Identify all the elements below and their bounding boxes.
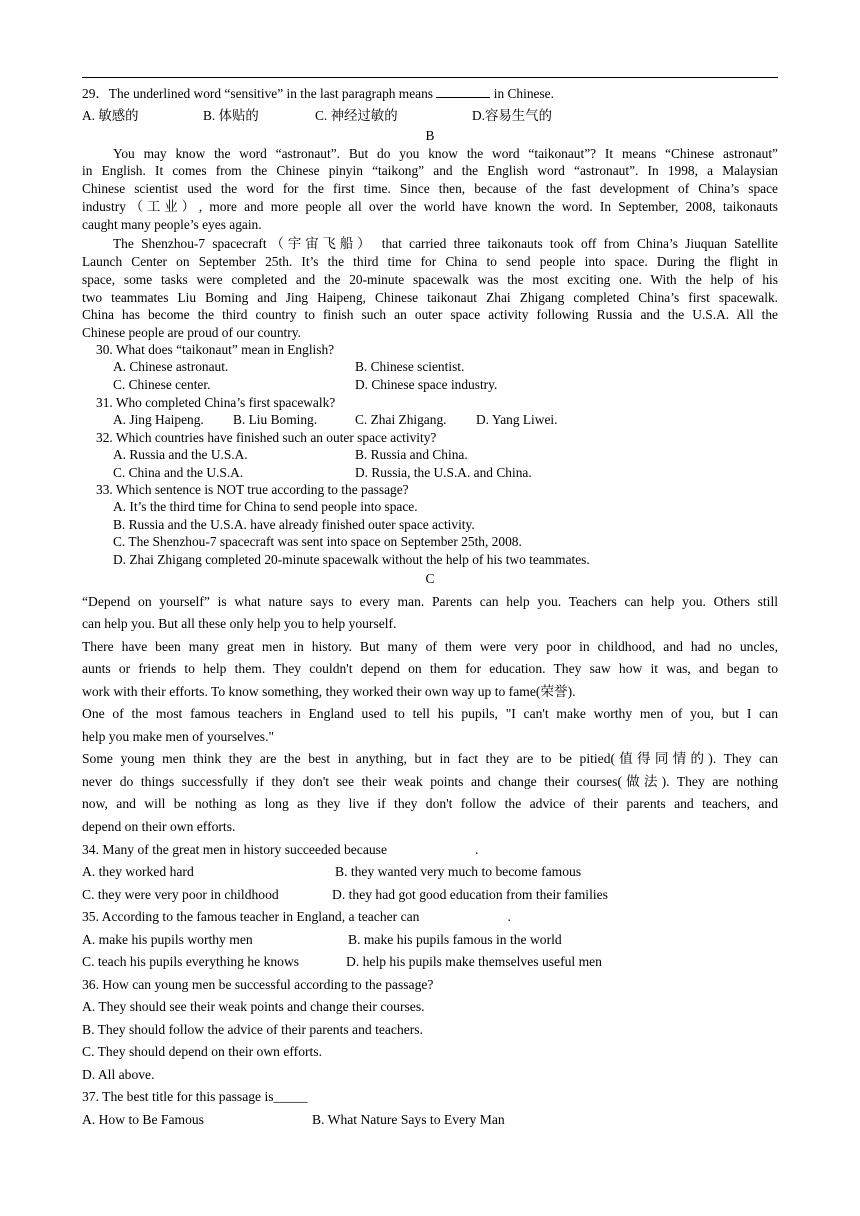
q34-option-b: B. they wanted very much to become famous <box>335 864 582 879</box>
question-33-stem: 33. Which sentence is NOT true according to the passage? <box>96 482 409 497</box>
top-rule <box>82 77 778 78</box>
q32-option-b: B. Russia and China. <box>355 447 468 462</box>
b-p2-line: Chinese people are proud of our country. <box>82 325 301 340</box>
q32-option-c: C. China and the U.S.A. <box>113 465 244 480</box>
q35-option-b: B. make his pupils famous in the world <box>348 932 562 947</box>
q34-option-a: A. they worked hard <box>82 864 194 879</box>
q33-option-a: A. It’s the third time for China to send people into space. <box>113 499 418 514</box>
q36-option-b: B. They should follow the advice of their parents and teachers. <box>82 1022 423 1037</box>
q32-option-a: A. Russia and the U.S.A. <box>113 447 248 462</box>
answer-blank <box>436 86 490 98</box>
c-p4-line: now, and will be nothing as long as they live if they don't follow the advice of their parents and teachers, and <box>82 796 778 811</box>
c-p3-line: One of the most famous teachers in England used to tell his pupils, "I can't make worthy men of you, but I can <box>82 706 778 721</box>
q29-option-c: C. 神经过敏的 <box>315 108 398 123</box>
q31-option-c: C. Zhai Zhigang. <box>355 412 447 427</box>
q35-option-a: A. make his pupils worthy men <box>82 932 253 947</box>
q29-option-a: A. 敏感的 <box>82 108 139 123</box>
q37-option-b: B. What Nature Says to Every Man <box>312 1112 505 1127</box>
b-p1-line: in English. It comes from the Chinese pinyin “taikong” and the English word “astronaut”. In 1998, a Malaysian <box>82 163 778 178</box>
b-p2-line: Launch Center on September 25th. It’s the third time for China to send people into space. During the flight in <box>82 254 778 269</box>
q32-option-d: D. Russia, the U.S.A. and China. <box>355 465 532 480</box>
c-p4-line: Some young men think they are the best in anything, but in fact they are to be pitied(值得同情的). They can <box>82 751 778 766</box>
section-c-heading: C <box>425 571 435 586</box>
q34-option-c: C. they were very poor in childhood <box>82 887 279 902</box>
question-30-stem: 30. What does “taikonaut” mean in English? <box>96 342 335 357</box>
c-p1-line: “Depend on yourself” is what nature says to every man. Parents can help you. Teachers can help you. Others still <box>82 594 778 609</box>
b-p1-line: Chinese scientist used the word for the first time. Since then, because of the fast development of China’s space <box>82 181 778 196</box>
q33-option-c: C. The Shenzhou-7 spacecraft was sent into space on September 25th, 2008. <box>113 534 522 549</box>
q29-option-b: B. 体贴的 <box>203 108 259 123</box>
q37-option-a: A. How to Be Famous <box>82 1112 204 1127</box>
q31-option-d: D. Yang Liwei. <box>476 412 558 427</box>
c-p1-line: can help you. But all these only help you to help yourself. <box>82 616 397 631</box>
q35-option-d: D. help his pupils make themselves useful men <box>346 954 602 969</box>
q36-option-c: C. They should depend on their own efforts. <box>82 1044 322 1059</box>
q33-option-d: D. Zhai Zhigang completed 20-minute spacewalk without the help of his two teammates. <box>113 552 590 567</box>
q36-option-a: A. They should see their weak points and change their courses. <box>82 999 425 1014</box>
question-37-stem: 37. The best title for this passage is_____ <box>82 1089 308 1104</box>
q36-option-d: D. All above. <box>82 1067 155 1082</box>
q35-option-c: C. teach his pupils everything he knows <box>82 954 300 969</box>
c-p4-line: depend on their own efforts. <box>82 819 236 834</box>
c-p2-line: aunts or friends to help them. They couldn't depend on them for education. They saw how it was, and began to <box>82 661 778 676</box>
question-34-stem: 34. Many of the great men in history succeeded because . <box>82 842 479 857</box>
c-p2-line: work with their efforts. To know something, they worked their own way up to fame(荣誉). <box>82 684 576 699</box>
b-p1-line: caught many people’s eyes again. <box>82 217 262 232</box>
q34-option-d: D. they had got good education from their families <box>332 887 608 902</box>
q30-option-a: A. Chinese astronaut. <box>113 359 229 374</box>
q30-option-c: C. Chinese center. <box>113 377 211 392</box>
b-p2-line: two teammates Liu Boming and Jing Haipeng, Chinese taikonaut Zhai Zhigang completed China’s first spacewalk. <box>82 290 778 305</box>
question-35-stem: 35. According to the famous teacher in England, a teacher can . <box>82 909 511 924</box>
section-b-heading: B <box>425 128 435 143</box>
q30-option-d: D. Chinese space industry. <box>355 377 498 392</box>
q31-option-b: B. Liu Boming. <box>233 412 318 427</box>
b-p2-line: The Shenzhou-7 spacecraft（宇宙飞船） that carried three taikonauts took off from China’s Jiuquan Satellite <box>113 236 778 251</box>
c-p2-line: There have been many great men in history. But many of them were very poor in childhood, and had no uncles, <box>82 639 778 654</box>
question-29-stem: 29．The underlined word “sensitive” in the last paragraph means in Chinese. <box>82 86 554 101</box>
c-p4-line: never do things successfully if they don't see their weak points and change their courses(做法). They are nothing <box>82 774 778 789</box>
question-31-stem: 31. Who completed China’s first spacewalk? <box>96 395 336 410</box>
q31-option-a: A. Jing Haipeng. <box>113 412 204 427</box>
question-32-stem: 32. Which countries have finished such an outer space activity? <box>96 430 437 445</box>
q33-option-b: B. Russia and the U.S.A. have already finished outer space activity. <box>113 517 475 532</box>
q30-option-b: B. Chinese scientist. <box>355 359 465 374</box>
b-p2-line: China has become the third country to finish such an outer space activity following Russia and the U.S.A. All the <box>82 307 778 322</box>
q29-option-d: D.容易生气的 <box>472 108 552 123</box>
b-p1-line: industry（工业）, more and more people all over the world have known the word. In September, 2008, taikonauts <box>82 199 778 214</box>
question-36-stem: 36. How can young men be successful according to the passage? <box>82 977 434 992</box>
b-p1-line: You may know the word “astronaut”. But do you know the word “taikonaut”? It means “Chinese astronaut” <box>113 146 778 161</box>
b-p2-line: space, some tasks were completed and the 20-minute spacewalk was the most exciting one. With the help of his <box>82 272 778 287</box>
c-p3-line: help you make men of yourselves." <box>82 729 275 744</box>
